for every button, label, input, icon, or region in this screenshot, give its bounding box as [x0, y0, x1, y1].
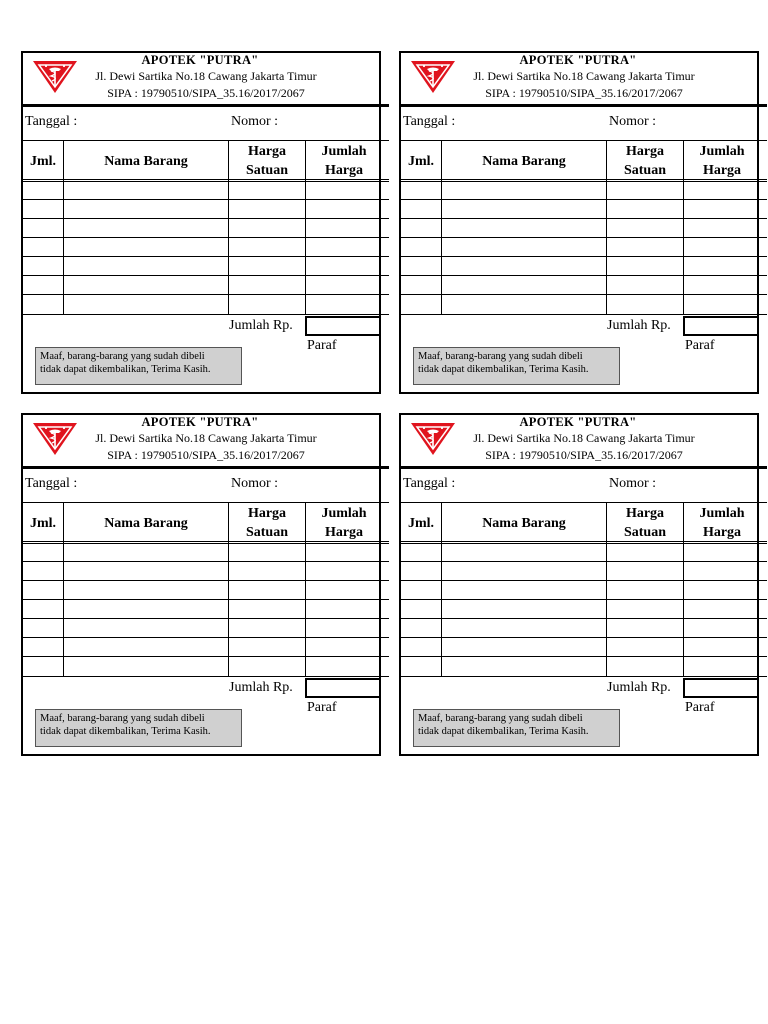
- table-row-line: [401, 275, 767, 276]
- col-header-item-name: Nama Barang: [482, 515, 566, 531]
- store-license: SIPA : 19790510/SIPA_35.16/2017/2067: [485, 448, 683, 462]
- store-address: Jl. Dewi Sartika No.18 Cawang Jakarta Timur: [95, 431, 317, 445]
- receipt-header: [401, 53, 757, 105]
- table-row-line: [401, 618, 767, 619]
- table-row-line: [401, 637, 767, 638]
- number-label: Nomor :: [609, 476, 657, 491]
- col-divider: [441, 140, 442, 315]
- table-row-line: [23, 199, 389, 200]
- total-amount-box[interactable]: [683, 678, 759, 698]
- pharmacy-logo-icon: [409, 421, 457, 457]
- table-row-line: [23, 637, 389, 638]
- total-label: Jumlah Rp.: [229, 680, 293, 695]
- store-license: SIPA : 19790510/SIPA_35.16/2017/2067: [485, 86, 683, 100]
- table-row-line: [23, 294, 389, 295]
- col-header-qty: Jml.: [407, 153, 435, 169]
- store-name: APOTEK "PUTRA": [141, 415, 259, 429]
- table-row-line: [23, 237, 389, 238]
- table-header-rule: [23, 181, 389, 182]
- table-header-rule: [401, 541, 767, 542]
- header-rule: [23, 466, 389, 469]
- store-address: Jl. Dewi Sartika No.18 Cawang Jakarta Timur: [473, 69, 695, 83]
- receipt-header: [401, 415, 757, 467]
- receipt: [399, 51, 759, 394]
- table-row-line: [401, 561, 767, 562]
- table-row-line: [401, 580, 767, 581]
- store-address: Jl. Dewi Sartika No.18 Cawang Jakarta Timur: [473, 431, 695, 445]
- date-label: Tanggal :: [403, 476, 456, 491]
- table-header-rule: [401, 179, 767, 180]
- table-row-line: [23, 618, 389, 619]
- receipt-bottom-right: [399, 413, 745, 758]
- pharmacy-logo-icon: [409, 59, 457, 95]
- signature-label: Paraf: [307, 338, 337, 353]
- col-divider: [228, 140, 229, 315]
- date-label: Tanggal :: [403, 114, 456, 129]
- table-row-line: [23, 656, 389, 657]
- table-row-line: [23, 275, 389, 276]
- store-license: SIPA : 19790510/SIPA_35.16/2017/2067: [107, 448, 305, 462]
- col-header-item-name: Nama Barang: [104, 153, 188, 169]
- table-row-line: [401, 294, 767, 295]
- col-divider: [228, 502, 229, 677]
- table-row-line: [401, 218, 767, 219]
- store-license: SIPA : 19790510/SIPA_35.16/2017/2067: [107, 86, 305, 100]
- header-rule: [23, 104, 389, 107]
- col-divider: [305, 502, 306, 677]
- signature-label: Paraf: [685, 700, 715, 715]
- table-bottom-line: [23, 314, 389, 315]
- col-header-qty: Jml.: [29, 515, 57, 531]
- receipt-top-left: [21, 51, 383, 396]
- col-header-item-name: Nama Barang: [482, 153, 566, 169]
- col-header-subtotal: Jumlah Harga: [321, 144, 367, 178]
- signature-label: Paraf: [685, 338, 715, 353]
- store-address: Jl. Dewi Sartika No.18 Cawang Jakarta Timur: [95, 69, 317, 83]
- table-header-rule: [401, 543, 767, 544]
- col-header-subtotal: Jumlah Harga: [699, 144, 745, 178]
- number-label: Nomor :: [231, 476, 279, 491]
- col-header-item-name: Nama Barang: [104, 515, 188, 531]
- total-label: Jumlah Rp.: [607, 318, 671, 333]
- col-divider: [683, 140, 684, 315]
- col-divider: [683, 502, 684, 677]
- col-header-unit-price: Harga Satuan: [245, 506, 289, 540]
- col-header-qty: Jml.: [29, 153, 57, 169]
- pharmacy-logo-icon: [31, 59, 79, 95]
- table-row-line: [23, 561, 389, 562]
- store-name: APOTEK "PUTRA": [519, 415, 637, 429]
- table-header-rule: [23, 541, 389, 542]
- col-header-unit-price: Harga Satuan: [245, 144, 289, 178]
- date-label: Tanggal :: [25, 476, 78, 491]
- header-rule: [401, 466, 767, 469]
- receipt-top-right: [399, 51, 745, 396]
- col-divider: [606, 140, 607, 315]
- total-amount-box[interactable]: [305, 678, 381, 698]
- table-bottom-line: [401, 314, 767, 315]
- total-amount-box[interactable]: [305, 316, 381, 336]
- return-policy-note: Maaf, barang-barang yang sudah dibeli tidak dapat dikembalikan, Terima Kasih.: [413, 709, 620, 747]
- date-label: Tanggal :: [25, 114, 78, 129]
- table-row-line: [23, 218, 389, 219]
- col-divider: [305, 140, 306, 315]
- col-header-subtotal: Jumlah Harga: [321, 506, 367, 540]
- store-name: APOTEK "PUTRA": [141, 53, 259, 67]
- table-row-line: [401, 256, 767, 257]
- receipt: [21, 51, 381, 394]
- table-row-line: [401, 599, 767, 600]
- return-policy-note: Maaf, barang-barang yang sudah dibeli tidak dapat dikembalikan, Terima Kasih.: [413, 347, 620, 385]
- number-label: Nomor :: [231, 114, 279, 129]
- table-row-line: [23, 256, 389, 257]
- receipt-header: [23, 53, 379, 105]
- pharmacy-logo-icon: [31, 421, 79, 457]
- total-label: Jumlah Rp.: [607, 680, 671, 695]
- receipt-header: [23, 415, 379, 467]
- header-rule: [401, 104, 767, 107]
- table-row-line: [401, 656, 767, 657]
- table-bottom-line: [23, 676, 389, 677]
- col-divider: [63, 140, 64, 315]
- table-header-rule: [23, 543, 389, 544]
- return-policy-note: Maaf, barang-barang yang sudah dibeli tidak dapat dikembalikan, Terima Kasih.: [35, 709, 242, 747]
- total-label: Jumlah Rp.: [229, 318, 293, 333]
- receipt: [399, 413, 759, 756]
- return-policy-note: Maaf, barang-barang yang sudah dibeli tidak dapat dikembalikan, Terima Kasih.: [35, 347, 242, 385]
- number-label: Nomor :: [609, 114, 657, 129]
- col-header-subtotal: Jumlah Harga: [699, 506, 745, 540]
- table-bottom-line: [401, 676, 767, 677]
- receipt: [21, 413, 381, 756]
- col-header-qty: Jml.: [407, 515, 435, 531]
- store-name: APOTEK "PUTRA": [519, 53, 637, 67]
- col-header-unit-price: Harga Satuan: [623, 506, 667, 540]
- col-divider: [63, 502, 64, 677]
- table-header-rule: [23, 179, 389, 180]
- total-amount-box[interactable]: [683, 316, 759, 336]
- table-header-rule: [401, 181, 767, 182]
- receipt-bottom-left: [21, 413, 383, 758]
- col-divider: [441, 502, 442, 677]
- table-row-line: [23, 580, 389, 581]
- table-row-line: [23, 599, 389, 600]
- table-row-line: [401, 199, 767, 200]
- col-header-unit-price: Harga Satuan: [623, 144, 667, 178]
- table-row-line: [401, 237, 767, 238]
- signature-label: Paraf: [307, 700, 337, 715]
- col-divider: [606, 502, 607, 677]
